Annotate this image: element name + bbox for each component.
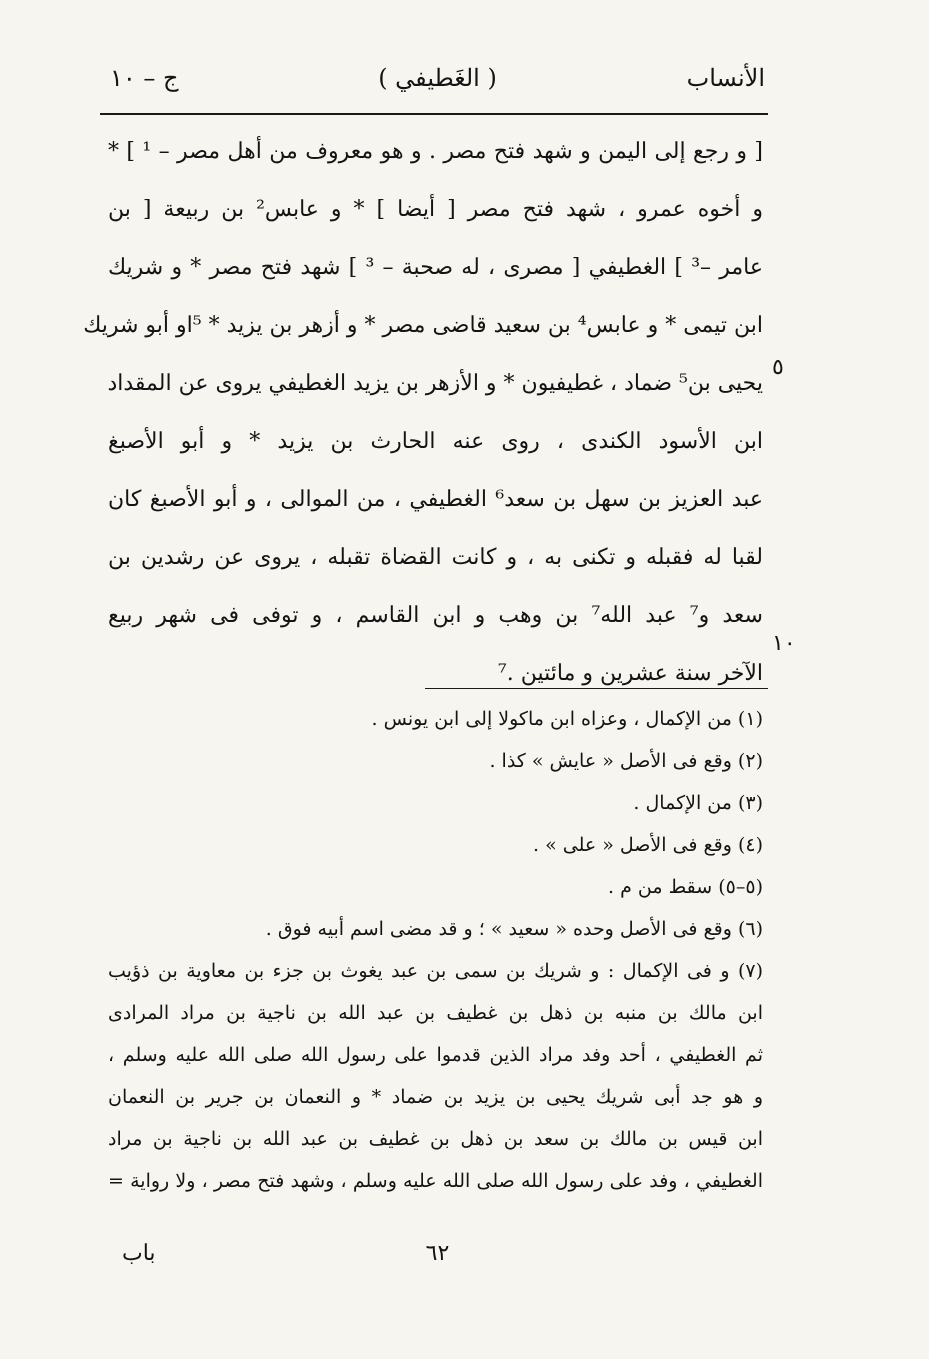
text-line: [ و رجع إلى اليمن و شهد فتح مصر . و هو معروف من أهل مصر – ¹ ] * [108, 139, 763, 164]
running-header [110, 58, 765, 98]
footnote: (٦) وقع فى الأصل وحده « سعيد » ؛ و قد مضى اسم أبيه فوق . [265, 918, 763, 940]
footnote-continuation: ابن مالك بن منبه بن ذهل بن غطيف بن عبد الله بن ناجية بن مراد المرادى [108, 1002, 763, 1024]
footnote: (٥–٥) سقط من م . [608, 876, 763, 898]
text-line: يحيى بن⁵ ضماد ، غطيفيون * و الأزهر بن يزيد الغطيفي يروى عن المقداد [107, 371, 763, 396]
line-number-10: ١٠ [772, 631, 796, 656]
text-line: عامر –³ ] الغطيفي [ مصرى ، له صحبة – ³ ] شهد فتح مصر * و شريك [108, 255, 764, 280]
text-line: عبد العزيز بن سهل بن سعد⁶ الغطيفي ، من الموالى ، و أبو الأصبغ كان [108, 487, 763, 512]
text-line: سعد و⁷ عبد الله⁷ بن وهب و ابن القاسم ، و توفى فى شهر ربيع [108, 603, 763, 628]
footnote: (٧) و فى الإكمال : و شريك بن سمى بن عبد يغوث بن جزء بن معاوية بن ذؤيب [108, 960, 763, 982]
text-line: ابن تيمى * و عابس⁴ بن سعيد قاضى مصر * و أزهر بن يزيد * ⁵او أبو شريك [83, 313, 763, 338]
page-number: ٦٢ [425, 1241, 450, 1266]
main-text [83, 123, 764, 703]
text-line: لقبا له فقبله و تكنى به ، و كانت القضاة تقبله ، يروى عن رشدين بن [108, 545, 763, 570]
footnote-continuation: الغطيفي ، وفد على رسول الله صلى الله عليه وسلم ، وشهد فتح مصر ، ولا رواية = [108, 1170, 763, 1192]
text-line: الآخر سنة عشرين و مائتين .⁷ [497, 661, 763, 686]
text-line: ابن الأسود الكندى ، روى عنه الحارث بن يزيد * و أبو الأصبغ [108, 429, 763, 454]
footnote: (٤) وقع فى الأصل « على » . [532, 834, 763, 856]
footnote-continuation: ثم الغطيفي ، أحد وفد مراد الذين قدموا على رسول الله صلى الله عليه وسلم ، [108, 1044, 763, 1066]
footnotes [108, 698, 763, 1202]
catchword: باب [122, 1241, 156, 1266]
book-title: الأنساب [686, 64, 765, 92]
footnote-separator [425, 688, 768, 689]
page-footer [110, 1236, 765, 1272]
footnote: (١) من الإكمال ، وعزاه ابن ماكولا إلى ابن يونس . [371, 708, 763, 730]
volume-number: ج – ١٠ [110, 64, 179, 92]
footnote: (٣) من الإكمال . [633, 792, 763, 814]
text-line: و أخوه عمرو ، شهد فتح مصر [ أيضا ] * و عابس² بن ربيعة [ بن [108, 197, 763, 222]
footnote-continuation: و هو جد أبى شريك يحيى بن يزيد بن ضماد * و النعمان بن جرير بن النعمان [108, 1086, 763, 1108]
footnote-continuation: ابن قيس بن مالك بن سعد بن ذهل بن غطيف بن عبد الله بن ناجية بن مراد [108, 1128, 763, 1150]
line-number-5: ٥ [772, 355, 784, 380]
entry-heading: ( الغَطيفي ) [378, 64, 497, 92]
header-rule [100, 113, 768, 115]
footnote: (٢) وقع فى الأصل « عايش » كذا . [489, 750, 763, 772]
